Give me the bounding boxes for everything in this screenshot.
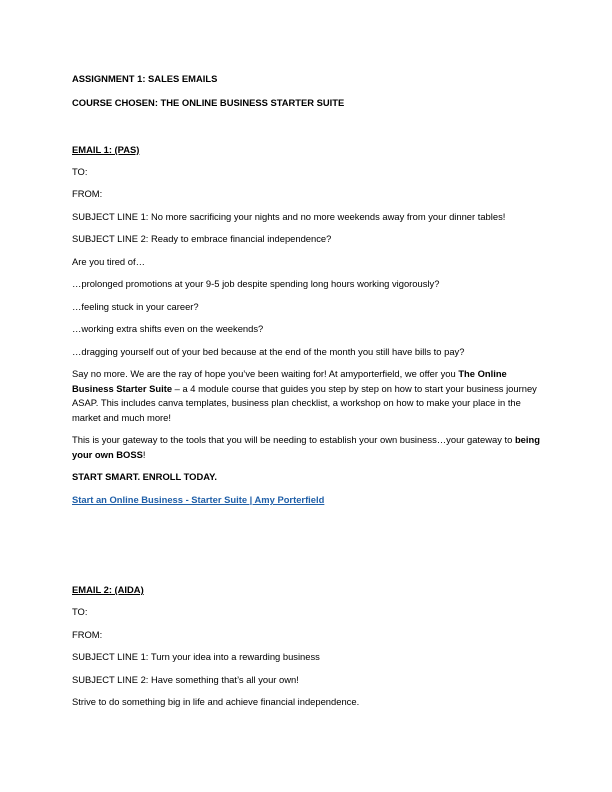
email1-from: FROM: <box>72 188 103 199</box>
email2-subject-line-1: SUBJECT LINE 1: Turn your idea into a rewarding business <box>72 651 320 662</box>
email2-body: Strive to do something big in life and achieve financial independence. <box>72 696 360 707</box>
course-link[interactable]: Start an Online Business - Starter Suite | Amy Porterfield <box>72 494 325 505</box>
email1-gateway-end: ! <box>142 448 146 460</box>
email2-to: TO: <box>72 606 88 617</box>
email1-solution-text-a: Say no more. We are the ray of hope you’ve been waiting for! At amyporterfield, we offer you <box>72 368 459 379</box>
email1-to: TO: <box>72 166 88 177</box>
email1-solution-paragraph <box>72 367 542 425</box>
email1-subject-line-2: SUBJECT LINE 2: Ready to embrace financial independence? <box>72 233 332 244</box>
email1-pain-point-3: …working extra shifts even on the weekends? <box>72 323 264 334</box>
email1-heading: EMAIL 1: (PAS) <box>72 144 140 155</box>
email2-subject-line-2: SUBJECT LINE 2: Have something that’s all your own! <box>72 674 299 685</box>
email1-pain-point-1: …prolonged promotions at your 9-5 job despite spending long hours working vigorously? <box>72 278 440 289</box>
email1-link-line <box>72 493 324 507</box>
email1-pain-point-2: …feeling stuck in your career? <box>72 301 199 312</box>
email1-gateway-text: This is your gateway to the tools that you will be needing to establish your own business…your gateway to <box>72 434 515 445</box>
assignment-title: ASSIGNMENT 1: SALES EMAILS <box>72 73 218 84</box>
email1-intro: Are you tired of… <box>72 256 145 267</box>
email1-course-name: The Online Business Starter Suite <box>72 368 507 394</box>
email2-from: FROM: <box>72 629 103 640</box>
email1-gateway-boss: being your own BOSS <box>72 434 540 460</box>
course-title: COURSE CHOSEN: THE ONLINE BUSINESS STARTER SUITE <box>72 97 345 108</box>
email1-pain-point-4: …dragging yourself out of your bed because at the end of the month you still have bills to pay? <box>72 346 465 357</box>
email1-solution-text-b: – a 4 module course that guides you step by step on how to start your business journey ASAP. This includes canva templates, business plan checklist, a workshop on how to make your place in the market and much more! <box>72 382 537 423</box>
email1-gateway-paragraph <box>72 433 542 462</box>
email2-heading: EMAIL 2: (AIDA) <box>72 584 144 595</box>
email1-subject-line-1: SUBJECT LINE 1: No more sacrificing your nights and no more weekends away from your dinner tables! <box>72 211 506 222</box>
email1-cta: START SMART. ENROLL TODAY. <box>72 471 217 482</box>
